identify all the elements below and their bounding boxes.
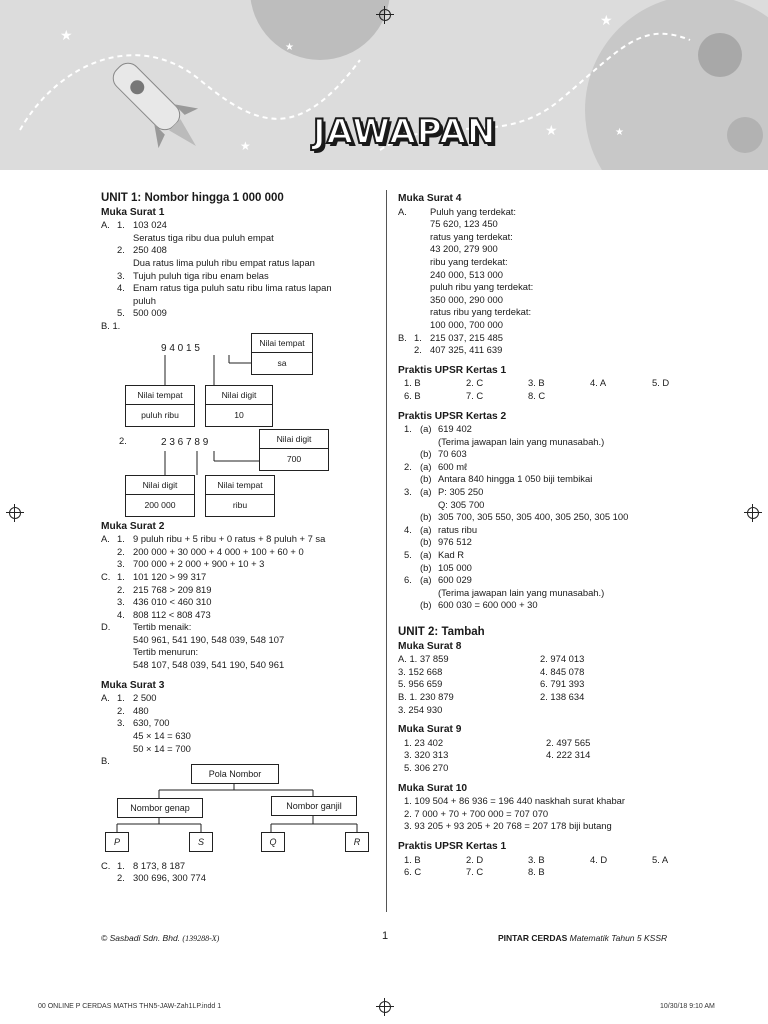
answer-row bbox=[398, 666, 670, 679]
answer-row bbox=[398, 854, 670, 867]
answer-line: 5. (a) Kad R bbox=[404, 549, 465, 561]
answer-line: B. bbox=[101, 755, 110, 767]
answer-line: 3. 93 205 + 93 205 + 20 768 = 207 178 biji butang bbox=[404, 820, 612, 832]
answer-cell: 1. B bbox=[404, 377, 421, 389]
b1-box-place-sa: Nilai tempat sa bbox=[251, 333, 313, 375]
ms8-grid bbox=[398, 653, 670, 716]
answer-line: (b) Antara 840 hingga 1 050 biji tembikai bbox=[420, 473, 593, 485]
answer-line: 3. 700 000 + 2 000 + 900 + 10 + 3 bbox=[117, 558, 265, 570]
slug-file: 00 ONLINE P CERDAS MATHS THN5-JAW-Zah1LP.indd 1 bbox=[38, 1003, 222, 1010]
answer-row bbox=[398, 762, 670, 775]
b2-label: 2. bbox=[119, 434, 127, 446]
registration-mark-right bbox=[747, 507, 759, 519]
answer-line: 2. 407 325, 411 639 bbox=[414, 344, 503, 356]
answer-row bbox=[398, 704, 670, 717]
answer-line: 1. 109 504 + 86 936 = 196 440 naskhah surat khabar bbox=[404, 795, 626, 807]
answer-line: 6. (a) 600 029 bbox=[404, 574, 472, 586]
svg-text:★: ★ bbox=[615, 127, 624, 138]
answer-cell: 8. C bbox=[528, 389, 546, 401]
u2k1-title: Praktis UPSR Kertas 1 bbox=[398, 840, 507, 852]
slug-date: 10/30/18 9:10 AM bbox=[660, 1003, 715, 1010]
answer-line: 240 000, 513 000 bbox=[430, 268, 503, 280]
answer-line: Seratus tiga ribu dua puluh empat bbox=[133, 231, 274, 243]
answer-cell: 3. B bbox=[528, 853, 545, 865]
answer-cell bbox=[546, 762, 666, 775]
unit2-title: UNIT 2: Tambah bbox=[398, 626, 485, 638]
u2k1-grid bbox=[398, 854, 670, 879]
answer-line: (b) 70 603 bbox=[420, 448, 467, 460]
ms4-title: Muka Surat 4 bbox=[398, 193, 462, 204]
ms8-title: Muka Surat 8 bbox=[398, 640, 462, 652]
ms10-list bbox=[398, 795, 670, 833]
svg-text:★: ★ bbox=[60, 27, 73, 43]
answer-line: Q: 305 700 bbox=[438, 498, 485, 510]
b2-box-place-ribu: Nilai tempat ribu bbox=[205, 475, 275, 517]
right-column bbox=[398, 190, 670, 879]
answer-line: ratus yang terdekat: bbox=[430, 230, 513, 242]
banner-title: JAWAPAN bbox=[313, 112, 497, 152]
answer-cell: 6. 791 393 bbox=[540, 678, 585, 690]
answer-line: 2. 480 bbox=[117, 704, 149, 716]
answer-line: 3. 630, 700 bbox=[117, 717, 170, 729]
answer-line: 75 620, 123 450 bbox=[430, 218, 498, 230]
answer-line: 45 × 14 = 630 bbox=[133, 730, 191, 742]
answer-row bbox=[398, 390, 670, 403]
answer-line: 2. 215 768 > 209 819 bbox=[117, 583, 212, 595]
answer-cell: 2. D bbox=[466, 853, 484, 865]
answer-line: (Terima jawapan lain yang munasabah.) bbox=[438, 435, 605, 447]
b2-box-digit-200000: Nilai digit 200 000 bbox=[125, 475, 195, 517]
left-column bbox=[101, 190, 379, 885]
b1-box-place-puluh-ribu: Nilai tempat puluh ribu bbox=[125, 385, 195, 427]
answer-cell: 5. D bbox=[652, 377, 670, 389]
answer-line: puluh ribu yang terdekat: bbox=[430, 281, 534, 293]
answer-cell: 6. C bbox=[404, 866, 422, 878]
answer-line: 2. 300 696, 300 774 bbox=[117, 872, 206, 884]
answer-line: 50 × 14 = 700 bbox=[133, 742, 191, 754]
answer-line: (b) 305 700, 305 550, 305 400, 305 250, 305 100 bbox=[420, 511, 629, 523]
answer-line: 2. (a) 600 mℓ bbox=[404, 460, 468, 472]
answer-line: C. 1. 8 173, 8 187 bbox=[101, 859, 186, 871]
answer-cell: 3. 152 668 bbox=[398, 665, 443, 677]
answer-cell: 2. C bbox=[466, 377, 484, 389]
answer-row bbox=[398, 678, 670, 691]
answer-line: A. Puluh yang terdekat: bbox=[398, 205, 516, 217]
answer-row bbox=[398, 653, 670, 666]
answer-cell bbox=[652, 866, 714, 879]
answer-cell: 6. B bbox=[404, 389, 421, 401]
ms2-list bbox=[101, 533, 379, 672]
answer-cell bbox=[590, 390, 652, 403]
answer-line: 5. 500 009 bbox=[117, 307, 167, 319]
answer-line: 2. 7 000 + 70 + 700 000 = 707 070 bbox=[404, 807, 549, 819]
answer-cell: 4. A bbox=[590, 377, 607, 389]
answer-line: 100 000, 700 000 bbox=[430, 318, 503, 330]
answer-line: 548 107, 548 039, 541 190, 540 961 bbox=[133, 659, 285, 671]
svg-text:★: ★ bbox=[545, 122, 558, 138]
ms3-title: Muka Surat 3 bbox=[101, 679, 165, 691]
answer-cell: 2. 138 634 bbox=[540, 690, 585, 702]
registration-mark-bottom bbox=[379, 1001, 391, 1013]
answer-row bbox=[398, 866, 670, 879]
registration-mark-top bbox=[379, 9, 391, 21]
answer-cell: 2. 974 013 bbox=[540, 653, 585, 665]
answer-cell: 5. A bbox=[652, 853, 669, 865]
ms4-list bbox=[398, 206, 670, 357]
answer-line: 2. 200 000 + 30 000 + 4 000 + 100 + 60 + 0 bbox=[117, 545, 304, 557]
answer-cell: A. 1. 37 859 bbox=[398, 653, 449, 665]
ms9-grid bbox=[398, 737, 670, 775]
ms3-list bbox=[101, 692, 379, 768]
answer-line: (b) 105 000 bbox=[420, 561, 472, 573]
answer-cell: 7. C bbox=[466, 389, 484, 401]
svg-text:★: ★ bbox=[240, 139, 251, 153]
answer-cell: 3. 320 313 bbox=[404, 749, 449, 761]
ms1-title: Muka Surat 1 bbox=[101, 206, 165, 218]
answer-line: B. 1. 215 037, 215 485 bbox=[398, 331, 503, 343]
answer-line: (Terima jawapan lain yang munasabah.) bbox=[438, 586, 605, 598]
b1-box-digit-10: Nilai digit 10 bbox=[205, 385, 273, 427]
answer-line: 4. 808 112 < 808 473 bbox=[117, 608, 211, 620]
answer-line: Dua ratus lima puluh ribu empat ratus lapan bbox=[133, 256, 315, 268]
answer-cell: 1. B bbox=[404, 853, 421, 865]
answer-cell: 3. 254 930 bbox=[398, 703, 443, 715]
column-divider bbox=[386, 190, 387, 912]
ms10-title: Muka Surat 10 bbox=[398, 782, 468, 794]
answer-line: Tertib menurun: bbox=[133, 646, 199, 658]
place-value-diagrams bbox=[101, 333, 379, 513]
footer-copyright: © Sasbadi Sdn. Bhd. (139288-X) bbox=[101, 933, 220, 943]
answer-line: 2. 250 408 bbox=[117, 244, 167, 256]
k2-list bbox=[398, 423, 670, 612]
tree-leaf-s: S bbox=[189, 832, 213, 853]
ms1-a-list bbox=[101, 219, 379, 320]
answer-cell: 4. 845 078 bbox=[540, 665, 585, 677]
k1-title: Praktis UPSR Kertas 1 bbox=[398, 364, 507, 376]
answer-row bbox=[398, 749, 670, 762]
answer-cell: 4. D bbox=[590, 853, 608, 865]
b2-box-digit-700: Nilai digit 700 bbox=[259, 429, 329, 471]
answer-line: 540 961, 541 190, 548 039, 548 107 bbox=[133, 633, 285, 645]
number-pattern-tree bbox=[101, 768, 379, 854]
answer-cell: 3. B bbox=[528, 377, 545, 389]
answer-line: 4. Enam ratus tiga puluh satu ribu lima ratus lapan bbox=[117, 282, 332, 294]
registration-mark-left bbox=[9, 507, 21, 519]
answer-cell: 8. B bbox=[528, 866, 545, 878]
answer-line: A. 1. 9 puluh ribu + 5 ribu + 0 ratus + 8 puluh + 7 sa bbox=[101, 533, 326, 545]
tree-root: Pola Nombor bbox=[191, 764, 279, 785]
answer-line: (b) 976 512 bbox=[420, 536, 472, 548]
tree-leaf-p: P bbox=[105, 832, 129, 853]
unit1-title: UNIT 1: Nombor hingga 1 000 000 bbox=[101, 192, 284, 204]
b2-digits: 2 3 6 7 8 9 bbox=[161, 436, 209, 448]
answer-cell bbox=[652, 390, 714, 403]
answer-row bbox=[398, 691, 670, 704]
answer-cell: 2. 497 565 bbox=[546, 736, 591, 748]
header-banner bbox=[0, 0, 768, 170]
footer-book-title: PINTAR CERDAS Matematik Tahun 5 KSSR bbox=[498, 933, 668, 943]
answer-line: 43 200, 279 900 bbox=[430, 243, 498, 255]
answer-cell: B. 1. 230 879 bbox=[398, 690, 454, 702]
ms3-c-list bbox=[101, 860, 379, 885]
k1-grid bbox=[398, 377, 670, 402]
tree-right: Nombor ganjil bbox=[271, 796, 357, 817]
answer-line: (b) 600 030 = 600 000 + 30 bbox=[420, 599, 538, 611]
answer-row bbox=[398, 377, 670, 390]
answer-line: A. 1. 2 500 bbox=[101, 692, 157, 704]
ms9-title: Muka Surat 9 bbox=[398, 724, 462, 736]
answer-line: 4. (a) ratus ribu bbox=[404, 523, 478, 535]
answer-line: A. 1. 103 024 bbox=[101, 219, 167, 231]
answer-line: 3. (a) P: 305 250 bbox=[404, 486, 484, 498]
svg-text:★: ★ bbox=[285, 42, 294, 53]
answer-cell bbox=[590, 866, 652, 879]
tree-leaf-q: Q bbox=[261, 832, 285, 853]
footer-page-number: 1 bbox=[382, 930, 389, 942]
answer-cell: 7. C bbox=[466, 866, 484, 878]
k2-title: Praktis UPSR Kertas 2 bbox=[398, 410, 507, 422]
answer-line: 3. Tujuh puluh tiga ribu enam belas bbox=[117, 269, 269, 281]
answer-cell: 4. 222 314 bbox=[546, 749, 591, 761]
answer-line: 1. (a) 619 402 bbox=[404, 423, 472, 435]
ms2-title: Muka Surat 2 bbox=[101, 520, 165, 532]
answer-row bbox=[398, 737, 670, 750]
tree-left: Nombor genap bbox=[117, 798, 203, 819]
answer-cell: 5. 306 270 bbox=[404, 761, 449, 773]
answer-line: 3. 436 010 < 460 310 bbox=[117, 596, 212, 608]
answer-line: puluh bbox=[133, 294, 156, 306]
answer-line: ribu yang terdekat: bbox=[430, 255, 508, 267]
answer-line: D. Tertib menaik: bbox=[101, 621, 192, 633]
answer-cell: 5. 956 659 bbox=[398, 678, 443, 690]
answer-line: 350 000, 290 000 bbox=[430, 293, 503, 305]
ms1-b-label: B. 1. bbox=[101, 319, 121, 331]
answer-cell bbox=[540, 704, 660, 717]
svg-text:★: ★ bbox=[600, 12, 613, 28]
answer-line: ratus ribu yang terdekat: bbox=[430, 306, 532, 318]
tree-leaf-r: R bbox=[345, 832, 369, 853]
answer-line: C. 1. 101 120 > 99 317 bbox=[101, 570, 207, 582]
answer-cell: 1. 23 402 bbox=[404, 736, 444, 748]
b1-digits: 9 4 0 1 5 bbox=[161, 342, 200, 354]
